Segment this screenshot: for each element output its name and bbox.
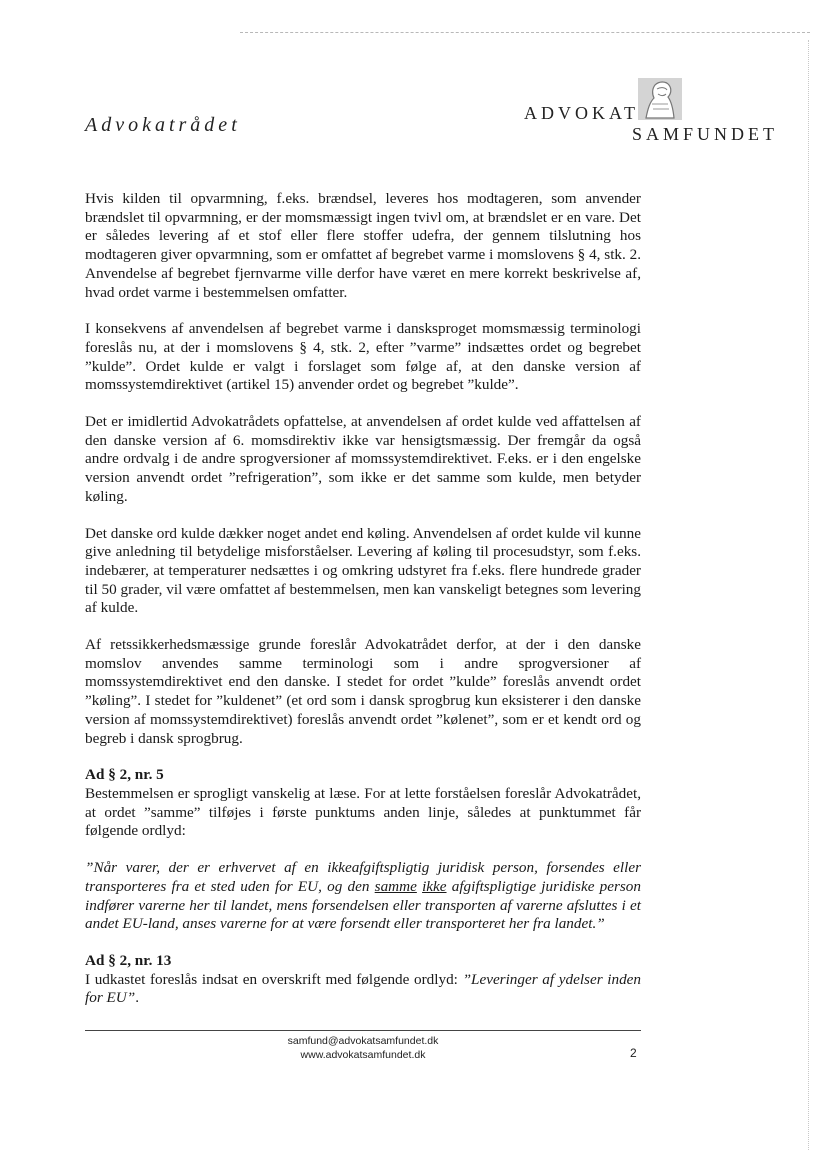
- quote-part-1: ”Når varer, der er erhvervet af en ikkeafgiftspligtig juridisk person, forsendes eller transporteres fra et sted uden for EU, og den: [85, 859, 641, 895]
- section-nr13-quote: ”Leveringer af ydelser inden for EU”: [85, 970, 642, 1007]
- section-nr13-end: .: [135, 989, 140, 1007]
- advokatsamfundet-logo: [520, 78, 780, 148]
- logo-text-samfundet: SAMFUNDET: [632, 124, 779, 144]
- letter-body: [85, 190, 641, 1008]
- paragraph-1: Hvis kilden til opvarmning, f.eks. brændsel, leveres hos modtageren, som anvender brændslet til opvarmning, er der momsmæssigt ingen tvivl om, at brændslet er en vare. Det er således levering af et stof eller flere stoffer udefra, der gennem tilslutning hos modtageren giver opvarmning, som er omfattet af begrebet varme i momslovens § 4, stk. 2. Anvendelse af begrebet fjernvarme ville derfor have været en mere korrekt beskrivelse af, hvad ordet varme i bestemmelsen omfatter.: [85, 190, 641, 301]
- scan-edge-line: [808, 40, 809, 1150]
- footer-website: www.advokatsamfundet.dk: [300, 1049, 426, 1061]
- logo-text-advokat: ADVOKAT: [524, 103, 639, 123]
- quote-underlined-ikke: ikke: [422, 877, 447, 895]
- section-nr13-intro: I udkastet foreslås indsat en overskrift med følgende ordlyd:: [85, 970, 463, 988]
- quote-part-2: afgiftspligtige juridiske person indfører varerne her til landet, mens forsendelsen eller transporten af varerne afsluttes i et andet EU-land, anses varerne for at være forsendt eller transporteret her fra landet.”: [85, 877, 641, 933]
- footer-email: samfund@advokatsamfundet.dk: [287, 1035, 439, 1047]
- section-nr13-text: [85, 971, 641, 1008]
- advokatraadet-heading: Advokatrådet: [85, 114, 241, 136]
- advokatsamfundet-emblem-icon: [638, 78, 682, 120]
- footer-divider: [85, 1030, 641, 1031]
- section-heading-nr13: Ad § 2, nr. 13: [85, 951, 172, 969]
- paragraph-2: I konsekvens af anvendelsen af begrebet varme i dansksproget momsmæssig terminologi foreslås nu, at der i momslovens § 4, stk. 2, efter ”varme” indsættes ordet og begrebet ”kulde”. Ordet kulde er valgt i forslaget som følge af, at den danske version af momssystemdirektivet (artikel 15) anvender ordet og begrebet ”kulde”.: [85, 320, 641, 394]
- paragraph-5: Af retssikkerhedsmæssige grunde foreslår Advokatrådet derfor, at der i den danske momslov anvendes samme terminologi som i andre sprogversioner af momssystemdirektivet end den danske. I stedet for ordet ”kulde” foreslås anvendt ordet ”køling”. I stedet for ”kuldenet” (et ord som i dansk sprogbrug kun eksisterer i den danske version af momssystemdirektivet) foreslås anvendt ordet ”kølenet”, som er et kendt ord og begreb i dansk sprogbrug.: [85, 636, 641, 747]
- paragraph-3: Det er imidlertid Advokatrådets opfattelse, at anvendelsen af ordet kulde ved affattelsen af den danske version af 6. momsdirektiv ikke var hensigtsmæssig. Der fremgår da også andre ordvalg i de andre sprogversioner af momssystemdirektivet. F.eks. er i den engelske version anvendt ordet ”refrigeration”, som ikke er det samme som kulde, men betyder køling.: [85, 413, 641, 505]
- section-heading-nr5: Ad § 2, nr. 5: [85, 766, 164, 784]
- top-scan-rule: [240, 32, 810, 33]
- section-nr5-text: Bestemmelsen er sprogligt vanskelig at læse. For at lette forståelsen foreslår Advokatrådet, at ordet ”samme” tilføjes i første punktums anden linje, således at punktummet får følgende ordlyd:: [85, 784, 641, 840]
- paragraph-4: Det danske ord kulde dækker noget andet end køling. Anvendelsen af ordet kulde vil kunne give anledning til betydelige misforståelser. Levering af køling til procesudstyr, som f.eks. indebærer, at temperaturer nedsættes i og omkring udstyret fra f.eks. flere hundrede grader til 50 grader, vil være omfattet af bestemmelsen, men kan vanskeligt betegnes som levering af kulde.: [85, 524, 641, 617]
- quote-underlined-samme: samme: [374, 877, 417, 895]
- footer: [85, 1034, 641, 1062]
- section-nr5-quote: [85, 859, 641, 934]
- page-number: 2: [630, 1046, 637, 1060]
